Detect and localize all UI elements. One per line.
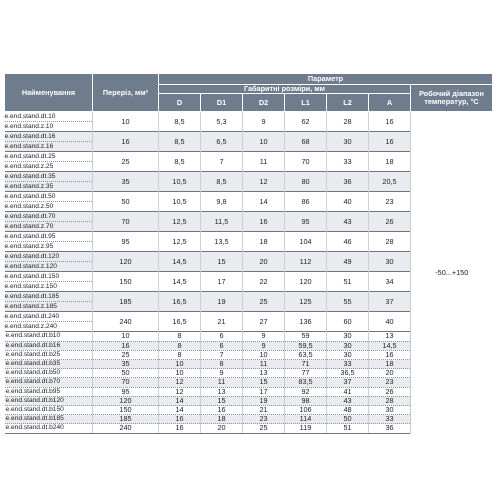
- header-col-d1: D1: [201, 94, 243, 112]
- cell-section: 150: [93, 272, 159, 292]
- cell-d2: 22: [243, 272, 285, 292]
- cell-d1: 16: [201, 406, 243, 415]
- cell-d2: 25: [243, 424, 285, 433]
- cell-section: 185: [93, 415, 159, 424]
- cell-d2: 14: [243, 192, 285, 212]
- cell-a: 16: [369, 350, 411, 359]
- cell-d: 12: [159, 378, 201, 387]
- cell-l1: 136: [285, 312, 327, 332]
- cell-d2: 10: [243, 132, 285, 152]
- cell-l1: 98: [285, 396, 327, 405]
- cell-l1: 114: [285, 415, 327, 424]
- cell-l1: 62: [285, 112, 327, 132]
- cell-d2: 11: [243, 152, 285, 172]
- cell-d2: 12: [243, 172, 285, 192]
- cell-section: 16: [93, 341, 159, 350]
- header-section: Переріз, мм²: [93, 74, 159, 112]
- cell-l2: 33: [327, 360, 369, 369]
- cell-d1: 15: [201, 252, 243, 272]
- cell-l2: 36,5: [327, 369, 369, 378]
- cell-section: 70: [93, 212, 159, 232]
- cell-section: 16: [93, 132, 159, 152]
- product-name: e.end.stand.dt.b240: [5, 424, 93, 433]
- product-name: e.end.stand.dt.b25: [5, 350, 93, 359]
- cell-d1: 11: [201, 378, 243, 387]
- cell-d1: 6,5: [201, 132, 243, 152]
- product-name: e.end.stand.dt.240: [4, 313, 60, 321]
- cell-a: 37: [369, 292, 411, 312]
- product-name: e.end.stand.z.35: [5, 181, 93, 191]
- cell-d1: 21: [201, 312, 243, 332]
- cell-l2: 49: [327, 252, 369, 272]
- cell-d2: 23: [243, 415, 285, 424]
- product-name-cell: [5, 152, 93, 172]
- cell-section: 35: [93, 172, 159, 192]
- cell-d2: 16: [243, 212, 285, 232]
- cell-l1: 68: [285, 132, 327, 152]
- cell-section: 120: [93, 396, 159, 405]
- cell-a: 28: [369, 396, 411, 405]
- cell-d1: 7: [201, 152, 243, 172]
- cell-l2: 37: [327, 378, 369, 387]
- product-name: e.end.stand.dt.150: [4, 273, 60, 281]
- cell-l1: 112: [285, 252, 327, 272]
- cell-d1: 11,5: [201, 212, 243, 232]
- cell-l1: 77: [285, 369, 327, 378]
- cell-d1: 13,5: [201, 232, 243, 252]
- cell-section: 95: [93, 387, 159, 396]
- cell-l2: 43: [327, 212, 369, 232]
- cell-l1: 59: [285, 332, 327, 341]
- cell-d: 8: [159, 332, 201, 341]
- cell-d2: 18: [243, 232, 285, 252]
- cell-l2: 50: [327, 415, 369, 424]
- product-name: e.end.stand.z.120: [5, 261, 93, 271]
- cell-l2: 51: [327, 272, 369, 292]
- cell-d: 8: [159, 341, 201, 350]
- header-temp: Робочий діапазон температур, °C: [411, 85, 493, 112]
- product-name-cell: [5, 232, 93, 252]
- cell-l2: 33: [327, 152, 369, 172]
- cell-d: 10: [159, 369, 201, 378]
- cell-a: 40: [369, 312, 411, 332]
- product-name: e.end.stand.dt.b95: [5, 387, 93, 396]
- product-name: e.end.stand.z.25: [5, 161, 93, 171]
- cell-section: 150: [93, 406, 159, 415]
- cell-section: 185: [93, 292, 159, 312]
- cell-l2: 43: [327, 396, 369, 405]
- cell-l1: 86: [285, 192, 327, 212]
- product-name-cell: [5, 272, 93, 292]
- cell-d: 10,5: [159, 172, 201, 192]
- cell-d2: 21: [243, 406, 285, 415]
- cell-d2: 9: [243, 341, 285, 350]
- cell-l2: 55: [327, 292, 369, 312]
- cell-d1: 7: [201, 350, 243, 359]
- cell-d1: 17: [201, 272, 243, 292]
- product-name: e.end.stand.z.50: [5, 201, 93, 211]
- product-name-cell: [5, 292, 93, 312]
- header-name: Найменування: [5, 74, 93, 112]
- cell-d1: 6: [201, 341, 243, 350]
- cell-a: 23: [369, 192, 411, 212]
- cell-d: 16: [159, 415, 201, 424]
- cell-a: 26: [369, 387, 411, 396]
- header-col-a: A: [369, 94, 411, 112]
- product-name: e.end.stand.dt.70: [4, 213, 56, 221]
- cell-d: 16: [159, 424, 201, 433]
- cell-d1: 15: [201, 396, 243, 405]
- cell-section: 95: [93, 232, 159, 252]
- product-name: e.end.stand.z.10: [5, 121, 93, 131]
- product-name: e.end.stand.dt.b16: [5, 341, 93, 350]
- product-name: e.end.stand.dt.b10: [5, 332, 93, 341]
- cell-a: 18: [369, 360, 411, 369]
- cell-l2: 51: [327, 424, 369, 433]
- cell-a: 14,5: [369, 341, 411, 350]
- product-name: e.end.stand.z.95: [5, 241, 93, 251]
- cell-section: 120: [93, 252, 159, 272]
- cell-a: 26: [369, 212, 411, 232]
- product-name: e.end.stand.dt.50: [4, 193, 56, 201]
- product-name: e.end.stand.dt.b70: [5, 378, 93, 387]
- product-name: e.end.stand.dt.25: [4, 153, 56, 161]
- cell-l1: 92: [285, 387, 327, 396]
- product-name: e.end.stand.z.70: [5, 221, 93, 231]
- product-name: e.end.stand.dt.b50: [5, 369, 93, 378]
- cell-l1: 71: [285, 360, 327, 369]
- cell-d: 8,5: [159, 132, 201, 152]
- product-name-cell: [5, 312, 93, 332]
- cell-a: 34: [369, 272, 411, 292]
- product-name: e.end.stand.z.185: [5, 301, 93, 311]
- cell-d1: 8: [201, 360, 243, 369]
- cell-d2: 9: [243, 332, 285, 341]
- cell-d: 10,5: [159, 192, 201, 212]
- header-dims: Габаритні розміри, мм: [159, 85, 411, 94]
- cell-d1: 20: [201, 424, 243, 433]
- cell-d2: 9: [243, 112, 285, 132]
- cell-l2: 30: [327, 350, 369, 359]
- product-name-cell: [5, 212, 93, 232]
- cell-d: 10: [159, 360, 201, 369]
- cell-l1: 106: [285, 406, 327, 415]
- cell-section: 50: [93, 369, 159, 378]
- cell-a: 33: [369, 415, 411, 424]
- cell-a: 36: [369, 424, 411, 433]
- product-name: e.end.stand.dt.b120: [5, 396, 93, 405]
- cell-d: 12,5: [159, 232, 201, 252]
- cell-d2: 19: [243, 396, 285, 405]
- cell-l1: 119: [285, 424, 327, 433]
- cell-l2: 30: [327, 341, 369, 350]
- cell-d2: 20: [243, 252, 285, 272]
- header-col-l1: L1: [285, 94, 327, 112]
- cell-d1: 9,8: [201, 192, 243, 212]
- cell-section: 25: [93, 350, 159, 359]
- product-name: e.end.stand.dt.95: [4, 233, 56, 241]
- cell-l1: 104: [285, 232, 327, 252]
- product-name: e.end.stand.dt.b185: [5, 415, 93, 424]
- cell-l2: 48: [327, 406, 369, 415]
- cell-section: 240: [93, 424, 159, 433]
- cell-section: 35: [93, 360, 159, 369]
- cell-l1: 120: [285, 272, 327, 292]
- cell-l1: 63,5: [285, 350, 327, 359]
- cell-a: 28: [369, 232, 411, 252]
- cell-l2: 36: [327, 172, 369, 192]
- product-name: e.end.stand.dt.185: [4, 293, 60, 301]
- cell-l2: 28: [327, 112, 369, 132]
- cell-d1: 6: [201, 332, 243, 341]
- product-name: e.end.stand.dt.10: [4, 113, 56, 121]
- cell-a: 18: [369, 152, 411, 172]
- temperature-range: -50...+150: [411, 112, 493, 433]
- cell-d2: 15: [243, 378, 285, 387]
- product-name: e.end.stand.dt.35: [4, 173, 56, 181]
- cell-l1: 125: [285, 292, 327, 312]
- cell-section: 10: [93, 332, 159, 341]
- cell-a: 30: [369, 406, 411, 415]
- product-name: e.end.stand.dt.b150: [5, 406, 93, 415]
- cell-a: 13: [369, 332, 411, 341]
- cell-d: 14,5: [159, 252, 201, 272]
- cell-l1: 95: [285, 212, 327, 232]
- cell-a: 30: [369, 252, 411, 272]
- cell-section: 70: [93, 378, 159, 387]
- cell-l2: 30: [327, 332, 369, 341]
- cell-d1: 9: [201, 369, 243, 378]
- cell-section: 50: [93, 192, 159, 212]
- cell-d: 12: [159, 387, 201, 396]
- cell-l2: 40: [327, 192, 369, 212]
- product-name-cell: [5, 112, 93, 132]
- product-name-cell: [5, 132, 93, 152]
- cell-d: 16,5: [159, 312, 201, 332]
- cell-d: 8,5: [159, 112, 201, 132]
- product-name: e.end.stand.z.16: [5, 141, 93, 151]
- cell-a: 23: [369, 378, 411, 387]
- cell-d1: 5,3: [201, 112, 243, 132]
- cell-d1: 8,5: [201, 172, 243, 192]
- cell-d: 14: [159, 396, 201, 405]
- product-name: e.end.stand.z.240: [5, 321, 93, 331]
- cell-l2: 60: [327, 312, 369, 332]
- cell-d2: 10: [243, 350, 285, 359]
- cell-a: 20: [369, 369, 411, 378]
- product-name: e.end.stand.dt.16: [4, 133, 56, 141]
- cell-d2: 27: [243, 312, 285, 332]
- header-col-d2: D2: [243, 94, 285, 112]
- parameters-table: [4, 73, 493, 434]
- cell-d1: 19: [201, 292, 243, 312]
- header-col-d: D: [159, 94, 201, 112]
- cell-a: 16: [369, 112, 411, 132]
- cell-d2: 11: [243, 360, 285, 369]
- cell-d: 14: [159, 406, 201, 415]
- cell-d: 8,5: [159, 152, 201, 172]
- product-name-cell: [5, 192, 93, 212]
- cell-section: 25: [93, 152, 159, 172]
- header-col-l2: L2: [327, 94, 369, 112]
- cell-d: 12,5: [159, 212, 201, 232]
- cell-d: 14,5: [159, 272, 201, 292]
- product-name-cell: [5, 172, 93, 192]
- cell-a: 16: [369, 132, 411, 152]
- cell-l1: 83,5: [285, 378, 327, 387]
- cell-l1: 59,5: [285, 341, 327, 350]
- cell-d2: 13: [243, 369, 285, 378]
- cell-d1: 13: [201, 387, 243, 396]
- cell-d: 16,5: [159, 292, 201, 312]
- product-name: e.end.stand.dt.b35: [5, 360, 93, 369]
- product-name: e.end.stand.z.150: [5, 281, 93, 291]
- table-body: [5, 112, 493, 433]
- cell-a: 20,5: [369, 172, 411, 192]
- cell-l2: 30: [327, 132, 369, 152]
- cell-d2: 17: [243, 387, 285, 396]
- cell-d2: 25: [243, 292, 285, 312]
- cell-d1: 18: [201, 415, 243, 424]
- cell-l1: 80: [285, 172, 327, 192]
- cell-l2: 41: [327, 387, 369, 396]
- table-row: [5, 112, 493, 132]
- cell-l2: 46: [327, 232, 369, 252]
- header-param: Параметр: [159, 74, 493, 85]
- product-name: e.end.stand.dt.120: [4, 253, 60, 261]
- product-name-cell: [5, 252, 93, 272]
- cell-d: 8: [159, 350, 201, 359]
- cell-section: 240: [93, 312, 159, 332]
- cell-l1: 70: [285, 152, 327, 172]
- cell-section: 10: [93, 112, 159, 132]
